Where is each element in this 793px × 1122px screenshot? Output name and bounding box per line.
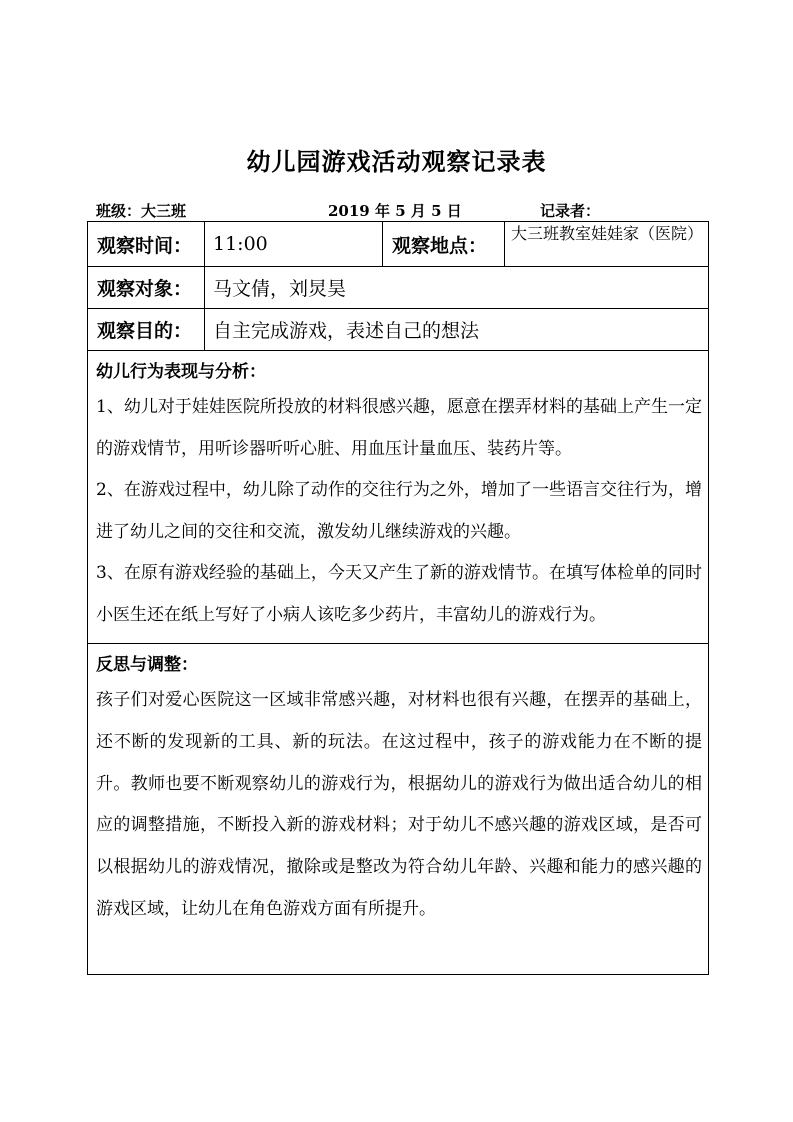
row-purpose	[88, 309, 709, 351]
row-analysis	[88, 351, 709, 644]
reflection-section	[88, 644, 709, 975]
analysis-heading: 幼儿行为表现与分析：	[96, 362, 266, 382]
place-label: 观察地点：	[383, 222, 505, 267]
purpose-label: 观察目的：	[88, 309, 205, 351]
class-label: 班级：大三班	[96, 202, 187, 220]
analysis-paragraph-3: 3、在原有游戏经验的基础上，今天又产生了新的游戏情节。在填写体检单的同时小医生还在纸上写好了小病人该吃多少药片，丰富幼儿的游戏行为。	[96, 563, 702, 625]
reflection-paragraph: 孩子们对爱心医院这一区域非常感兴趣，对材料也很有兴趣，在摆弄的基础上，还不断的发现新的工具、新的玩法。在这过程中，孩子的游戏能力在不断的提升。教师也要不断观察幼儿的游戏行为，根据幼儿的游戏行为做出适合幼儿的相应的调整措施，不断投入新的游戏材料；对于幼儿不感兴趣的游戏区域，是否可以根据幼儿的游戏情况，撤除或是整改为符合幼儿年龄、兴趣和能力的感兴趣的游戏区域，让幼儿在角色游戏方面有所提升。	[96, 690, 702, 919]
recorder-label: 记录者：	[540, 202, 601, 220]
row-time-place	[88, 222, 709, 267]
time-label: 观察时间：	[88, 222, 205, 267]
observation-table	[87, 221, 709, 975]
row-subject	[88, 267, 709, 309]
subject-label: 观察对象：	[88, 267, 205, 309]
purpose-value: 自主完成游戏，表述自己的想法	[205, 309, 709, 351]
analysis-paragraph-2: 2、在游戏过程中，幼儿除了动作的交往行为之外，增加了一些语言交往行为，增进了幼儿之间的交往和交流，激发幼儿继续游戏的兴趣。	[96, 480, 702, 542]
row-reflection	[88, 644, 709, 975]
analysis-section	[88, 351, 709, 644]
time-value: 11:00	[205, 222, 383, 267]
reflection-heading: 反思与调整：	[96, 655, 198, 675]
analysis-paragraph-1: 1、幼儿对于娃娃医院所投放的材料很感兴趣，愿意在摆弄材料的基础上产生一定的游戏情节，用听诊器听听心脏、用血压计量血压、装药片等。	[96, 397, 702, 459]
place-value: 大三班教室娃娃家（医院）	[505, 222, 709, 267]
subject-value: 马文倩，刘炅昊	[205, 267, 709, 309]
document-title: 幼儿园游戏活动观察记录表	[246, 147, 547, 176]
date-label: 2019 年 5 月 5 日	[328, 202, 462, 220]
